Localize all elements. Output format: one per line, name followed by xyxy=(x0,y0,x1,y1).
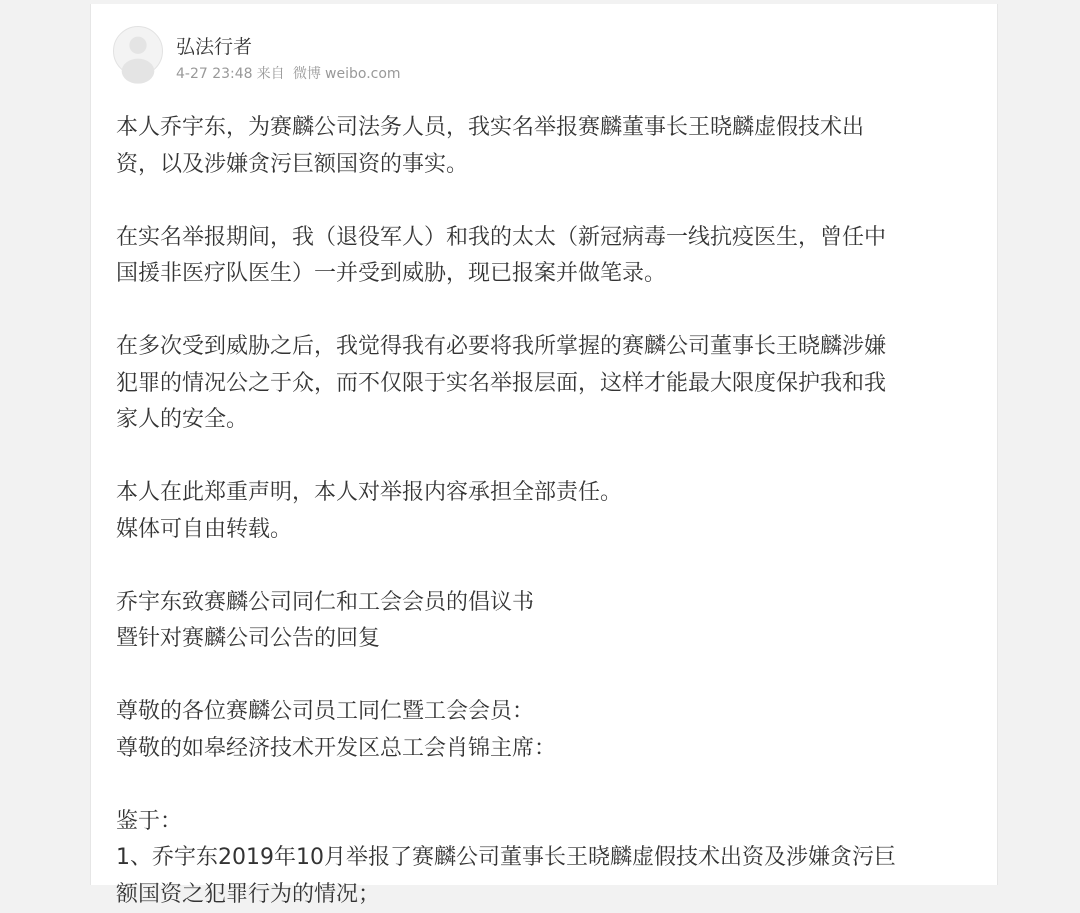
paragraph-whereas: 鉴于： 1、乔宇东2019年10月举报了赛麟公司董事长王晓麟虚假技术出资及涉嫌贪污巨 额国资之犯罪行为的情况； xyxy=(116,804,976,913)
paragraph-proposal-title: 乔宇东致赛麟公司同仁和工会会员的倡议书 暨针对赛麟公司公告的回复 xyxy=(116,585,976,658)
paragraph-gap xyxy=(116,293,976,330)
paragraph-declaration: 本人在此郑重声明，本人对举报内容承担全部责任。 媒体可自由转载。 xyxy=(116,475,976,548)
paragraph-gap xyxy=(116,439,976,476)
weibo-post-card xyxy=(90,4,998,885)
avatar[interactable] xyxy=(113,26,163,76)
paragraph-gap xyxy=(116,183,976,220)
paragraph-salutation: 尊敬的各位赛麟公司员工同仁暨工会会员： 尊敬的如皋经济技术开发区总工会肖锦主席： xyxy=(116,694,976,767)
paragraph-gap xyxy=(116,767,976,804)
author-name[interactable]: 弘法行者 xyxy=(176,34,252,60)
paragraph-threats: 在实名举报期间，我（退役军人）和我的太太（新冠病毒一线抗疫医生，曾任中 国援非医疗队医生）一并受到威胁，现已报案并做笔录。 xyxy=(116,220,976,293)
post-timestamp[interactable]: 4-27 23:48 xyxy=(176,66,253,82)
paragraph-report-intro: 本人乔宇东，为赛麟公司法务人员，我实名举报赛麟董事长王晓麟虚假技术出 资，以及涉嫌贪污巨额国资的事实。 xyxy=(116,110,976,183)
post-meta xyxy=(176,64,405,84)
source-app[interactable]: 微博 xyxy=(293,66,321,82)
source-prefix: 来自 xyxy=(257,66,285,82)
paragraph-disclosure: 在多次受到威胁之后，我觉得我有必要将我所掌握的赛麟公司董事长王晓麟涉嫌 犯罪的情况公之于众，而不仅限于实名举报层面，这样才能最大限度保护我和我 家人的安全。 xyxy=(116,329,976,439)
default-avatar-icon xyxy=(114,27,162,75)
source-site: weibo.com xyxy=(325,66,401,82)
post-header xyxy=(91,4,997,94)
post-body xyxy=(116,110,976,913)
paragraph-gap xyxy=(116,548,976,585)
paragraph-gap xyxy=(116,658,976,695)
